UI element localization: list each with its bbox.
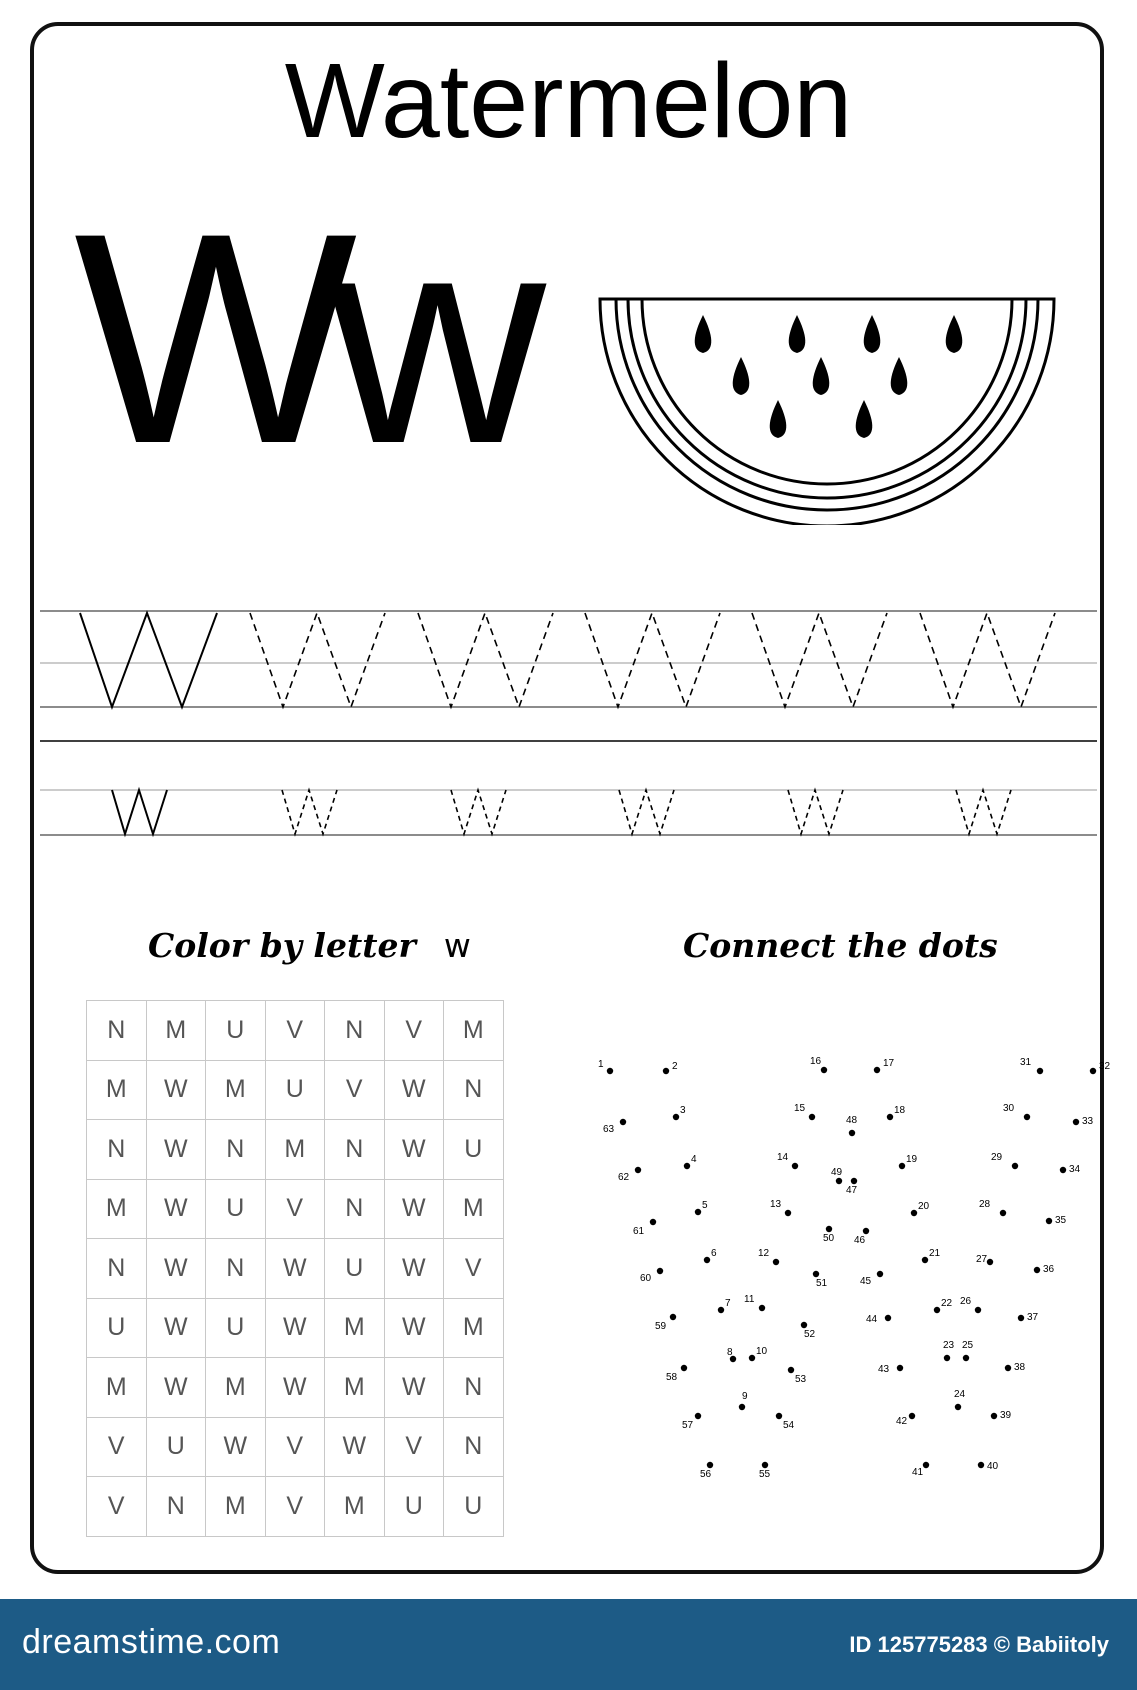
grid-cell[interactable]: M <box>206 1061 266 1121</box>
grid-cell[interactable]: N <box>87 1120 147 1180</box>
grid-cell[interactable]: M <box>87 1180 147 1240</box>
dot-30[interactable] <box>1024 1114 1030 1120</box>
dot-label: 39 <box>1000 1410 1012 1421</box>
dot-label: 32 <box>1099 1061 1111 1072</box>
grid-cell[interactable]: V <box>385 1001 445 1061</box>
grid-cell[interactable]: N <box>206 1239 266 1299</box>
dot-label: 23 <box>943 1340 955 1351</box>
grid-cell[interactable]: U <box>444 1120 504 1180</box>
grid-cell[interactable]: U <box>147 1418 207 1478</box>
dot-10[interactable] <box>749 1355 755 1361</box>
dot-label: 25 <box>962 1340 974 1351</box>
dot-label: 47 <box>846 1185 858 1196</box>
grid-cell[interactable]: W <box>385 1299 445 1359</box>
dot-label: 22 <box>941 1298 953 1309</box>
footer-image-id: ID 125775283 © Babiitoly <box>849 1632 1109 1657</box>
dot-label: 24 <box>954 1389 966 1400</box>
dot-label: 10 <box>756 1346 768 1357</box>
dot-label: 37 <box>1027 1312 1039 1323</box>
dot-61[interactable] <box>650 1219 656 1225</box>
grid-cell[interactable]: N <box>147 1477 207 1537</box>
grid-cell[interactable]: M <box>87 1358 147 1418</box>
footer-bar <box>0 1599 1137 1690</box>
dot-label: 48 <box>846 1115 858 1126</box>
dot-label: 45 <box>860 1276 872 1287</box>
dot-label: 49 <box>831 1167 843 1178</box>
grid-cell[interactable]: N <box>325 1120 385 1180</box>
dot-24[interactable] <box>955 1404 961 1410</box>
grid-cell[interactable]: N <box>325 1180 385 1240</box>
grid-cell[interactable]: M <box>266 1120 326 1180</box>
letter-pair-display: Ww <box>74 170 518 506</box>
dot-35[interactable] <box>1046 1218 1052 1224</box>
dot-43[interactable] <box>897 1365 903 1371</box>
grid-cell[interactable]: V <box>266 1418 326 1478</box>
dot-55[interactable] <box>762 1462 768 1468</box>
dot-14[interactable] <box>792 1163 798 1169</box>
dot-label: 62 <box>618 1172 630 1183</box>
dot-label: 40 <box>987 1461 999 1472</box>
dot-label: 9 <box>742 1391 748 1402</box>
dot-label: 46 <box>854 1235 866 1246</box>
grid-cell[interactable]: M <box>325 1299 385 1359</box>
grid-cell[interactable]: N <box>87 1239 147 1299</box>
dot-29[interactable] <box>1012 1163 1018 1169</box>
dot-label: 55 <box>759 1469 771 1480</box>
dot-62[interactable] <box>635 1167 641 1173</box>
dot-5[interactable] <box>695 1209 701 1215</box>
dot-1[interactable] <box>607 1068 613 1074</box>
dot-57[interactable] <box>695 1413 701 1419</box>
dot-label: 21 <box>929 1248 941 1259</box>
grid-cell[interactable]: N <box>444 1061 504 1121</box>
dot-50[interactable] <box>826 1226 832 1232</box>
grid-cell[interactable]: W <box>147 1358 207 1418</box>
grid-cell[interactable]: W <box>266 1239 326 1299</box>
grid-cell[interactable]: M <box>444 1180 504 1240</box>
dot-26[interactable] <box>975 1307 981 1313</box>
dot-36[interactable] <box>1034 1267 1040 1273</box>
grid-cell[interactable]: W <box>266 1299 326 1359</box>
dot-label: 57 <box>682 1420 694 1431</box>
worksheet-title: Watermelon <box>284 42 853 160</box>
grid-cell[interactable]: N <box>206 1120 266 1180</box>
grid-cell[interactable]: N <box>87 1001 147 1061</box>
dot-label: 11 <box>744 1294 755 1305</box>
dot-label: 27 <box>976 1254 988 1265</box>
dot-47[interactable] <box>851 1178 857 1184</box>
grid-cell[interactable]: W <box>147 1239 207 1299</box>
dot-18[interactable] <box>887 1114 893 1120</box>
grid-cell[interactable]: M <box>206 1477 266 1537</box>
dot-label: 5 <box>702 1200 708 1211</box>
dot-label: 13 <box>770 1199 782 1210</box>
grid-cell[interactable]: M <box>325 1358 385 1418</box>
dot-53[interactable] <box>788 1367 794 1373</box>
dot-label: 52 <box>804 1329 816 1340</box>
dot-60[interactable] <box>657 1268 663 1274</box>
dot-21[interactable] <box>922 1257 928 1263</box>
dot-42[interactable] <box>909 1413 915 1419</box>
dot-label: 26 <box>960 1296 972 1307</box>
grid-cell[interactable]: U <box>87 1299 147 1359</box>
grid-cell[interactable]: M <box>147 1001 207 1061</box>
dot-12[interactable] <box>773 1259 779 1265</box>
dot-59[interactable] <box>670 1314 676 1320</box>
dot-22[interactable] <box>934 1307 940 1313</box>
grid-cell[interactable]: M <box>444 1001 504 1061</box>
dot-label: 51 <box>816 1278 828 1289</box>
dot-label: 38 <box>1014 1362 1026 1373</box>
grid-cell[interactable]: U <box>206 1001 266 1061</box>
footer-brand[interactable]: dreamstime.com <box>22 1623 281 1661</box>
grid-cell[interactable]: M <box>325 1477 385 1537</box>
dot-label: 29 <box>991 1152 1003 1163</box>
grid-cell[interactable]: N <box>444 1418 504 1478</box>
dot-label: 4 <box>691 1154 697 1165</box>
dot-label: 7 <box>725 1298 731 1309</box>
grid-cell[interactable]: W <box>385 1358 445 1418</box>
grid-cell[interactable]: V <box>325 1061 385 1121</box>
dot-label: 60 <box>640 1273 652 1284</box>
dot-label: 8 <box>727 1347 733 1358</box>
dot-label: 17 <box>883 1058 895 1069</box>
grid-cell[interactable]: V <box>385 1418 445 1478</box>
grid-cell[interactable]: N <box>444 1358 504 1418</box>
grid-cell[interactable]: W <box>325 1418 385 1478</box>
grid-cell[interactable]: V <box>444 1239 504 1299</box>
dot-25[interactable] <box>963 1355 969 1361</box>
dot-46[interactable] <box>863 1228 869 1234</box>
dot-17[interactable] <box>874 1067 880 1073</box>
dot-48[interactable] <box>849 1130 855 1136</box>
dot-label: 43 <box>878 1364 890 1375</box>
dot-label: 30 <box>1003 1103 1015 1114</box>
dot-2[interactable] <box>663 1068 669 1074</box>
dot-9[interactable] <box>739 1404 745 1410</box>
dot-label: 56 <box>700 1469 712 1480</box>
grid-cell[interactable]: U <box>385 1477 445 1537</box>
dot-45[interactable] <box>877 1271 883 1277</box>
grid-cell[interactable]: M <box>206 1358 266 1418</box>
dot-label: 54 <box>783 1420 795 1431</box>
dot-label: 2 <box>672 1061 678 1072</box>
dot-15[interactable] <box>809 1114 815 1120</box>
dot-label: 41 <box>912 1467 924 1478</box>
dot-20[interactable] <box>911 1210 917 1216</box>
dot-38[interactable] <box>1005 1365 1011 1371</box>
dot-6[interactable] <box>704 1257 710 1263</box>
dot-label: 1 <box>598 1059 604 1070</box>
dot-40[interactable] <box>978 1462 984 1468</box>
target-letter: w <box>443 926 471 965</box>
grid-cell[interactable]: W <box>206 1418 266 1478</box>
dot-label: 18 <box>894 1105 906 1116</box>
dot-label: 44 <box>866 1314 878 1325</box>
dot-label: 15 <box>794 1103 806 1114</box>
dot-label: 58 <box>666 1372 678 1383</box>
dot-52[interactable] <box>801 1322 807 1328</box>
dot-label: 28 <box>979 1199 991 1210</box>
grid-cell[interactable]: M <box>87 1061 147 1121</box>
grid-cell[interactable]: U <box>206 1299 266 1359</box>
dot-19[interactable] <box>899 1163 905 1169</box>
grid-cell[interactable]: M <box>444 1299 504 1359</box>
dot-label: 34 <box>1069 1164 1081 1175</box>
dot-16[interactable] <box>821 1067 827 1073</box>
grid-cell[interactable]: V <box>266 1477 326 1537</box>
dot-32[interactable] <box>1090 1068 1096 1074</box>
grid-cell[interactable]: V <box>87 1418 147 1478</box>
dot-label: 35 <box>1055 1215 1067 1226</box>
grid-cell[interactable]: V <box>87 1477 147 1537</box>
dot-11[interactable] <box>759 1305 765 1311</box>
dot-label: 14 <box>777 1152 789 1163</box>
dot-34[interactable] <box>1060 1167 1066 1173</box>
dot-label: 36 <box>1043 1264 1055 1275</box>
grid-cell[interactable]: N <box>325 1001 385 1061</box>
grid-cell[interactable]: W <box>266 1358 326 1418</box>
dot-3[interactable] <box>673 1114 679 1120</box>
grid-cell[interactable]: W <box>147 1180 207 1240</box>
grid-cell[interactable]: W <box>385 1239 445 1299</box>
grid-cell[interactable]: W <box>385 1061 445 1121</box>
dot-28[interactable] <box>1000 1210 1006 1216</box>
dot-label: 61 <box>633 1226 645 1237</box>
grid-cell[interactable]: W <box>385 1180 445 1240</box>
grid-cell[interactable]: W <box>385 1120 445 1180</box>
dot-label: 6 <box>711 1248 717 1259</box>
dot-label: 20 <box>918 1201 930 1212</box>
grid-cell[interactable]: W <box>147 1061 207 1121</box>
dot-44[interactable] <box>885 1315 891 1321</box>
dot-51[interactable] <box>813 1271 819 1277</box>
dot-37[interactable] <box>1018 1315 1024 1321</box>
dot-label: 53 <box>795 1374 807 1385</box>
grid-cell[interactable]: W <box>147 1120 207 1180</box>
dot-label: 31 <box>1020 1057 1032 1068</box>
grid-cell[interactable]: U <box>266 1061 326 1121</box>
dot-4[interactable] <box>684 1163 690 1169</box>
grid-cell[interactable]: U <box>206 1180 266 1240</box>
dot-label: 12 <box>758 1248 770 1259</box>
grid-cell[interactable]: V <box>266 1001 326 1061</box>
dot-label: 59 <box>655 1321 667 1332</box>
grid-cell[interactable]: U <box>444 1477 504 1537</box>
dot-label: 33 <box>1082 1116 1094 1127</box>
dot-27[interactable] <box>987 1259 993 1265</box>
dot-63[interactable] <box>620 1119 626 1125</box>
dot-31[interactable] <box>1037 1068 1043 1074</box>
dot-41[interactable] <box>923 1462 929 1468</box>
dot-7[interactable] <box>718 1307 724 1313</box>
dot-56[interactable] <box>707 1462 713 1468</box>
dot-label: 16 <box>810 1056 822 1067</box>
dot-label: 19 <box>906 1154 918 1165</box>
dot-23[interactable] <box>944 1355 950 1361</box>
dot-label: 3 <box>680 1105 686 1116</box>
color-by-letter-label: Color by letter <box>148 926 416 965</box>
dot-label: 63 <box>603 1124 615 1135</box>
connect-the-dots-heading: Connect the dots <box>683 926 998 965</box>
dot-39[interactable] <box>991 1413 997 1419</box>
dot-label: 42 <box>896 1416 908 1427</box>
grid-cell[interactable]: V <box>266 1180 326 1240</box>
grid-cell[interactable]: U <box>325 1239 385 1299</box>
dot-49[interactable] <box>836 1178 842 1184</box>
grid-cell[interactable]: W <box>147 1299 207 1359</box>
dot-label: 50 <box>823 1233 835 1244</box>
dot-58[interactable] <box>681 1365 687 1371</box>
dot-13[interactable] <box>785 1210 791 1216</box>
dot-33[interactable] <box>1073 1119 1079 1125</box>
dot-54[interactable] <box>776 1413 782 1419</box>
